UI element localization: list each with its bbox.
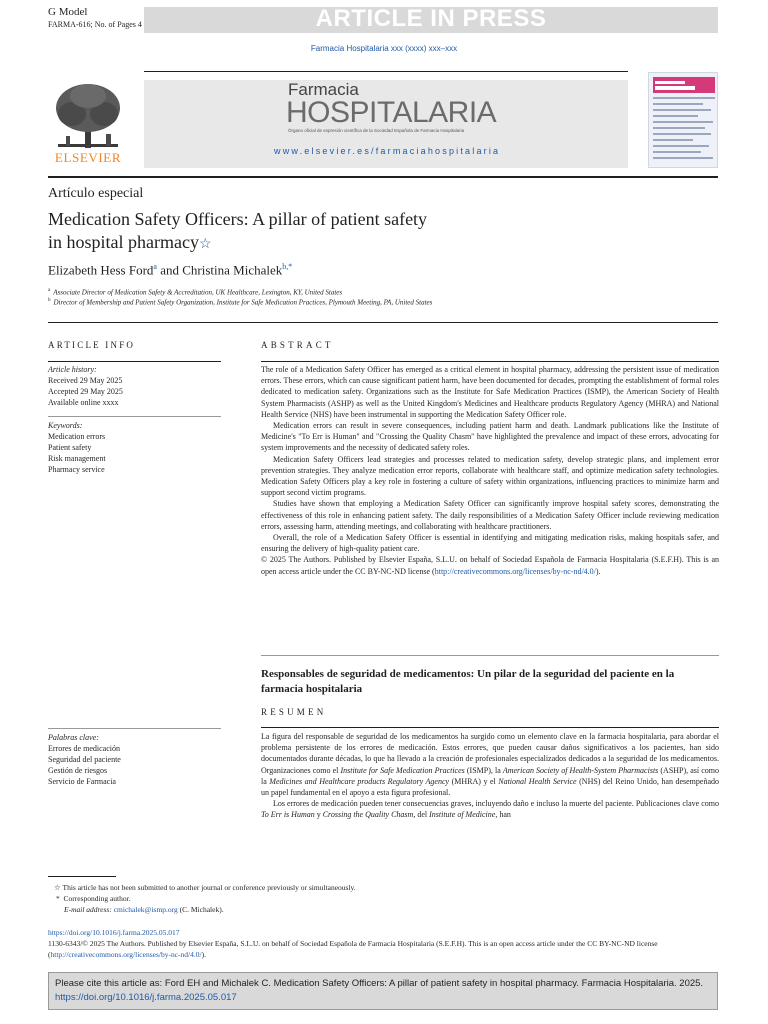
keyword: Risk management bbox=[48, 454, 106, 463]
title-footnote-star[interactable]: ☆ bbox=[198, 237, 212, 252]
keyword: Medication errors bbox=[48, 432, 106, 441]
palabras-clave-list bbox=[48, 732, 121, 787]
author-name: Christina Michalek bbox=[182, 262, 283, 278]
issn-text: 1130-6343/© 2025 The Authors. Published by Elsevier España, S.L.U. on behalf of Sociedad Española de Farmacia Hospitalaria (S.E.F.H). This is an open access article under the CC BY-NC-ND license ( bbox=[48, 939, 658, 959]
email-link[interactable]: cmichalek@ismp.org bbox=[113, 905, 178, 914]
article-info-rule bbox=[48, 361, 221, 362]
abstract-body bbox=[261, 364, 719, 577]
article-type: Artículo especial bbox=[48, 186, 144, 201]
footnote-rule bbox=[48, 876, 116, 877]
copyright-text: © 2025 The Authors. Published by Elsevier España, S.L.U. on behalf of Sociedad Española de Farmacia Hospitalaria (S.E.F.H). This is an open access article under the CC BY-NC-ND license ( bbox=[261, 555, 719, 576]
resumen-italic: Institute for Safe Medication Practices bbox=[340, 765, 465, 775]
abstract-copyright bbox=[261, 554, 719, 576]
spanish-title: Responsables de seguridad de medicamentos: Un pilar de la seguridad del paciente en la farmacia hospitalaria bbox=[261, 668, 675, 695]
resumen-paragraph bbox=[261, 731, 719, 798]
author-conjunction: and bbox=[156, 262, 183, 278]
doi-link[interactable]: https://doi.org/10.1016/j.farma.2025.05.017 bbox=[48, 928, 180, 937]
palabra-clave: Seguridad del paciente bbox=[48, 755, 121, 764]
header-divider bbox=[48, 322, 718, 323]
email-name: (C. Michalek). bbox=[177, 905, 224, 914]
affiliation-text: Director of Membership and Patient Safety Organization, Institute for Safe Medication Practices, Plymouth Meeting, PA, United States bbox=[53, 298, 433, 307]
abstract-end-rule bbox=[261, 655, 719, 656]
resumen-heading: RESUMEN bbox=[261, 707, 327, 717]
affiliation bbox=[48, 288, 342, 296]
keyword: Patient safety bbox=[48, 443, 92, 452]
article-title-line2 bbox=[48, 232, 212, 253]
footnote-star-icon: ☆ bbox=[54, 883, 61, 892]
keywords-label: Keywords: bbox=[48, 421, 83, 430]
journal-name-line1: Farmacia bbox=[288, 80, 359, 99]
article-title-text: in hospital pharmacy bbox=[48, 232, 199, 252]
affiliation-text: Associate Director of Medication Safety & Accreditation, UK Healthcare, Lexington, KY, United States bbox=[53, 288, 343, 297]
article-in-press-banner: ARTICLE IN PRESS bbox=[315, 5, 547, 32]
journal-cover-thumbnail[interactable] bbox=[648, 72, 718, 168]
palabras-label: Palabras clave: bbox=[48, 733, 99, 742]
abstract-rule bbox=[261, 361, 719, 362]
footnote-email bbox=[64, 904, 224, 915]
keywords-list bbox=[48, 420, 106, 475]
copyright-end: ). bbox=[595, 566, 601, 576]
citation-text: Please cite this article as: Ford EH and Michalek C. Medication Safety Officers: A pillar of patient safety in hospital pharmacy. Farmacia Hospitalaria. 2025. bbox=[55, 978, 704, 989]
palabra-clave: Errores de medicación bbox=[48, 744, 120, 753]
resumen-italic: To Err is Human bbox=[261, 810, 315, 820]
abstract-paragraph: Overall, the role of a Medication Safety Officer is essential in identifying and mitigating medication risks, making hospitals safer, and ensuring the delivery of high-quality patient care. bbox=[261, 533, 719, 554]
elsevier-wordmark: ELSEVIER bbox=[54, 150, 122, 165]
article-code: FARMA-616; No. of Pages 4 bbox=[48, 20, 142, 29]
article-history bbox=[48, 364, 123, 408]
abstract-paragraph: Studies have shown that employing a Medication Safety Officer can significantly improve hospital safety scores, demonstrating the effectiveness of this role in enhancing patient safety. The daily responsibilities of a Medication Safety Officer include reviewing medication errors, assessing harm, attending meetings, and collaborating with healthcare practitioners. bbox=[261, 499, 719, 531]
email-label: E-mail address: bbox=[64, 905, 112, 914]
resumen-paragraph bbox=[261, 798, 719, 820]
abstract-heading: ABSTRACT bbox=[261, 340, 334, 350]
resumen-text: Los errores de medicación pueden tener consecuencias graves, incluyendo daño e incluso la muerte del paciente. Publicaciones clave como bbox=[273, 799, 719, 809]
author-name: Elizabeth Hess Ford bbox=[48, 262, 154, 278]
palabra-clave: Gestión de riesgos bbox=[48, 766, 108, 775]
resumen-text: (ASHP), así como la bbox=[261, 765, 720, 786]
resumen-italic: Medicines and Healthcare products Regulatory Agency bbox=[269, 776, 450, 786]
author-affiliation-link[interactable]: b,* bbox=[282, 262, 293, 271]
affiliation bbox=[48, 298, 432, 306]
resumen-text: y bbox=[314, 810, 323, 820]
affiliation-label: a bbox=[48, 288, 51, 293]
keywords-rule bbox=[48, 416, 221, 417]
resumen-text: (ISMP), la bbox=[464, 765, 503, 775]
resumen-text: (NHS) del Reino Unido, han desempeñado un papel fundamental en el apoyo a esta figura profesional. bbox=[261, 776, 719, 798]
footnote-corresponding bbox=[56, 893, 131, 904]
palabra-clave: Servicio de Farmacia bbox=[48, 777, 116, 786]
footnote-text: This article has not been submitted to another journal or conference previously or simultaneously. bbox=[62, 883, 356, 892]
abstract-paragraph: Medication Safety Officers lead strategies and processes related to medication safety, develop strategic plans, and implement error prevention strategies. They analyze medication error reports, collaborate with healthcare staff, and optimize medication safety technologies. Medication Safety Officers play a key role in fostering a culture of safety within organizations, influencing practices to minimize harm and support second victim programs. bbox=[261, 454, 719, 498]
history-item: Accepted 29 May 2025 bbox=[48, 387, 123, 396]
journal-url-link[interactable]: www.elsevier.es/farmaciahospitalaria bbox=[274, 146, 501, 156]
abstract-paragraph: The role of a Medication Safety Officer has emerged as a critical element in hospital pharmacy, addressing the persistent issue of medication errors. These errors, which can cause significant patient harm, have been documented for decades, prompting the establishment of formal roles dedicated to medication safety. Organizations such as the Institute for Safe Medication Practices (ISMP), the American Society of Health System Pharmacists (ASHP) as well as the United Kingdom's Medicines and Healthcare products Regulatory Agency (MHRA) and National Health Service (NHS) have been instrumental in supporting the Medication Safety Officer role. bbox=[261, 365, 719, 419]
citation-doi-link[interactable]: https://doi.org/10.1016/j.farma.2025.05.017 bbox=[55, 992, 237, 1003]
resumen-text: (MHRA) y el bbox=[449, 776, 499, 786]
resumen-italic: National Health Service bbox=[498, 776, 577, 786]
resumen-text: , han bbox=[495, 810, 511, 820]
journal-subtitle: Órgano oficial de expresión científica de la Sociedad Española de Farmacia Hospitalaria bbox=[288, 128, 465, 133]
issn-end: ). bbox=[201, 950, 206, 959]
resumen-italic: American Society of Health-System Pharmacists bbox=[502, 765, 659, 775]
resumen-body bbox=[261, 731, 719, 821]
license-link[interactable]: http://creativecommons.org/licenses/by-nc-nd/4.0/ bbox=[434, 566, 596, 576]
footnote-star-note bbox=[54, 882, 356, 893]
masthead-top-rule bbox=[144, 71, 628, 72]
journal-citation-link[interactable]: Farmacia Hospitalaria xxx (xxxx) xxx–xxx bbox=[310, 44, 458, 53]
author-list bbox=[48, 262, 292, 278]
footnote-asterisk: * bbox=[56, 894, 60, 903]
citation-box bbox=[48, 972, 718, 1010]
resumen-rule bbox=[261, 727, 719, 728]
issn-copyright bbox=[48, 938, 718, 960]
resumen-text: , del bbox=[413, 810, 430, 820]
footnote-text: Corresponding author. bbox=[63, 894, 131, 903]
history-label: Article history: bbox=[48, 365, 97, 374]
article-title-line1: Medication Safety Officers: A pillar of patient safety bbox=[48, 209, 428, 229]
license-link[interactable]: http://creativecommons.org/licenses/by-nc-nd/4.0/ bbox=[50, 950, 202, 959]
history-item: Received 29 May 2025 bbox=[48, 376, 123, 385]
resumen-text: La figura del responsable de seguridad de los medicamentos ha surgido como un elemento clave en la farmacia hospitalaria, para abordar el problema persistente de los errores de medicación. Estos errores, que pueden causar daños significativos a los pacientes, han sido documentados durante décadas, lo que ha llevado a la creación de profesionales especializados dedicados a la seguridad de los medicamentos. Organizaciones como el bbox=[261, 732, 719, 775]
g-model-label: G Model bbox=[48, 6, 88, 18]
history-item: Available online xxxx bbox=[48, 398, 119, 407]
abstract-paragraph: Medication errors can result in severe consequences, including patient harm and death. Landmark publications like the Institute of Medicine's "To Err is Human" and "Crossing the Quality Chasm" have highlighted the prevalence and impact of these errors, advocating for system improvements and the necessity of dedicated safety roles. bbox=[261, 421, 719, 453]
keyword: Pharmacy service bbox=[48, 465, 105, 474]
palabras-rule bbox=[48, 728, 221, 729]
author-affiliation-link[interactable]: a bbox=[153, 262, 157, 271]
journal-name-line2: HOSPITALARIA bbox=[286, 96, 497, 129]
masthead-bottom-rule bbox=[48, 176, 718, 178]
resumen-italic: Crossing the Quality Chasm bbox=[322, 810, 414, 820]
resumen-italic: Institute of Medicine bbox=[429, 810, 496, 820]
affiliation-label: b bbox=[48, 298, 51, 303]
article-info-heading: ARTICLE INFO bbox=[48, 340, 136, 350]
